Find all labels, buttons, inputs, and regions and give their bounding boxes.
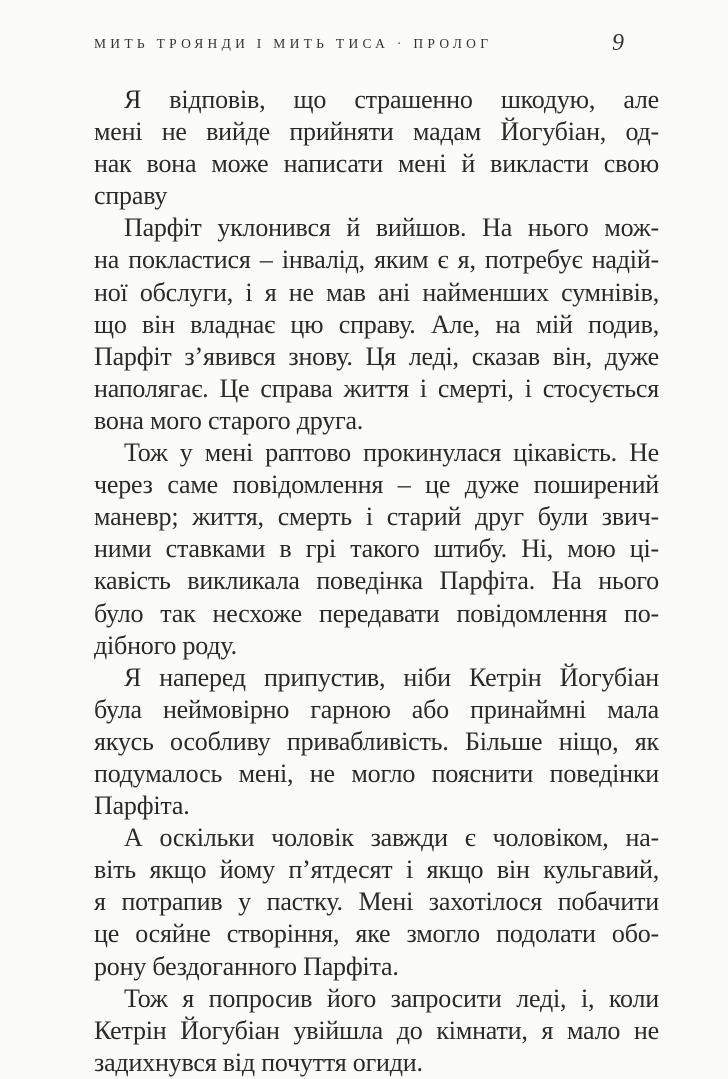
text-line: А оскільки чоловік завжди є чоловіком, на- xyxy=(124,823,659,853)
text-line: що він владнає цю справу. Але, на мій подив, xyxy=(94,309,659,339)
text-line: я потрапив у пастку. Мені захотілося побачити xyxy=(94,887,659,917)
body-text xyxy=(94,84,659,1079)
text-line: Кетрін Йогубіан увійшла до кімнати, я мало не xyxy=(94,1015,659,1045)
running-header xyxy=(94,30,624,60)
text-line: ної обслуги, і я не мав ані найменших сумнівів, xyxy=(94,277,659,307)
text-line: була неймовірно гарною або принаймні мала xyxy=(94,694,659,724)
text-line: дібного роду. xyxy=(94,630,237,660)
text-line: справу xyxy=(94,181,168,211)
text-line: через саме повідомлення – це дуже поширений xyxy=(94,470,659,500)
text-line: нак вона може написати мені й викласти свою xyxy=(94,149,659,179)
text-line: подумалось мені, не могло пояснити поведінки xyxy=(94,758,659,788)
text-line: якусь особливу привабливість. Більше ніщо, як xyxy=(94,726,659,756)
text-line: ними ставками в грі такого штибу. Ні, мою ці- xyxy=(94,534,659,564)
text-line: Парфіта. xyxy=(94,791,190,821)
text-line: на покластися – інвалід, яким є я, потребує надій- xyxy=(94,245,659,275)
text-line: було так несхоже передавати повідомлення по- xyxy=(94,598,659,628)
text-line: віть якщо йому п’ятдесят і якщо він кульгавий, xyxy=(94,855,659,885)
text-line: наполягає. Це справа життя і смерті, і стосується xyxy=(94,373,659,403)
text-line: мені не вийде прийняти мадам Йогубіан, од- xyxy=(94,117,659,147)
page-number: 9 xyxy=(612,30,624,56)
text-line: Тож у мені раптово прокинулася цікавість. Не xyxy=(124,438,659,468)
text-line: кавість викликала поведінка Парфіта. На нього xyxy=(94,566,659,596)
text-line: задихнувся від почуття огиди. xyxy=(94,1047,423,1077)
text-line: вона мого старого друга. xyxy=(94,405,364,435)
text-line: Я відповів, що страшенно шкодую, але xyxy=(124,85,659,114)
text-line: рону бездоганного Парфіта. xyxy=(94,951,399,981)
running-title: МИТЬ ТРОЯНДИ І МИТЬ ТИСА · ПРОЛОГ xyxy=(94,36,493,51)
text-line: Я наперед припустив, ніби Кетрін Йогубіан xyxy=(124,662,659,692)
text-line: Парфіт уклонився й вийшов. На нього мож- xyxy=(124,213,659,243)
text-line: це осяйне створіння, яке змогло подолати обо- xyxy=(94,919,659,949)
text-line: Парфіт з’явився знову. Ця леді, сказав він, дуже xyxy=(94,341,659,371)
text-line: маневр; життя, смерть і старий друг були звич- xyxy=(94,502,659,532)
text-line: Тож я попросив його запросити леді, і, коли xyxy=(124,983,659,1013)
